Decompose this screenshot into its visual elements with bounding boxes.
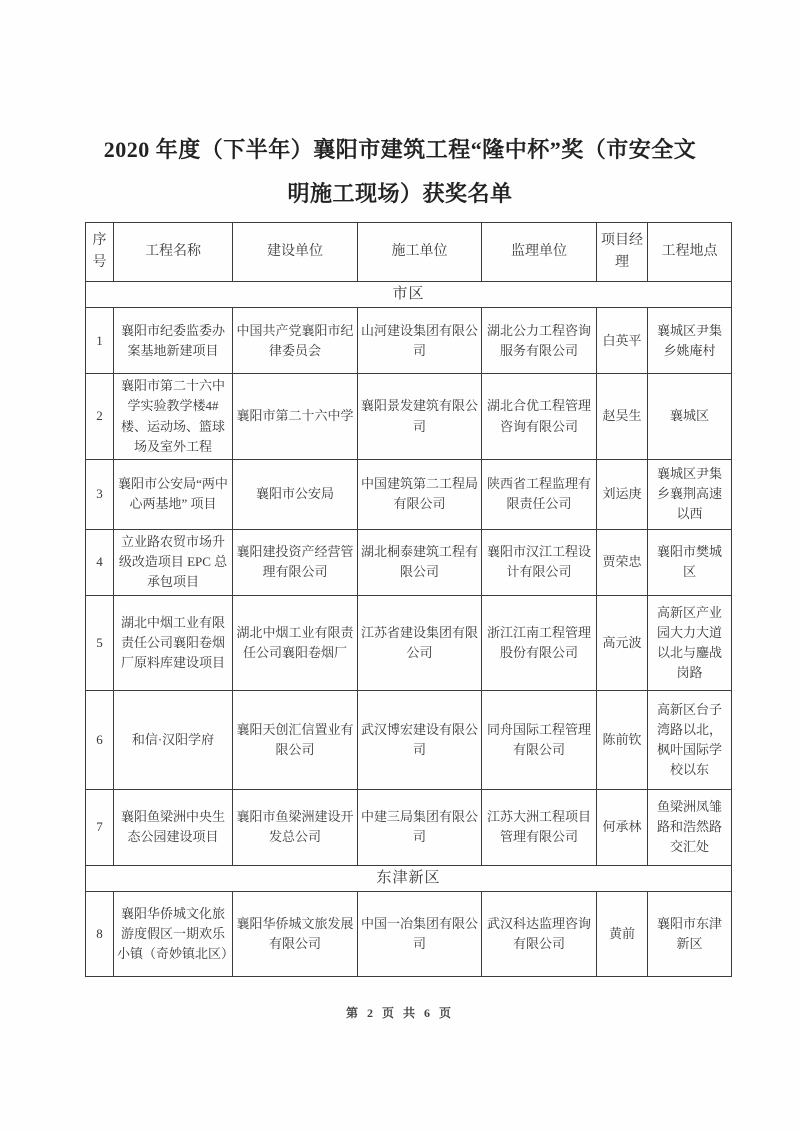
table-row	[86, 789, 732, 865]
table-row	[86, 690, 732, 789]
table-cell: 1	[86, 308, 114, 374]
table-cell: 襄阳景发建筑有限公司	[358, 374, 482, 460]
table-cell: 刘运庚	[597, 459, 648, 529]
table-cell: 中国共产党襄阳市纪律委员会	[233, 308, 358, 374]
table-header	[86, 223, 732, 282]
header-监理单位: 监理单位	[482, 223, 597, 282]
header-项目经理: 项目经理	[597, 223, 648, 282]
page-number: 第 2 页 共 6 页	[345, 1006, 454, 1020]
table-cell: 襄阳市纪委监委办案基地新建项目	[114, 308, 233, 374]
table-cell: 襄阳市第二十六中学实验教学楼4#楼、运动场、篮球场及室外工程	[114, 374, 233, 460]
table-cell: 襄阳华侨城文化旅游度假区一期欢乐小镇（奇妙镇北区）	[114, 892, 233, 977]
table-cell: 湖北桐泰建筑工程有限公司	[358, 529, 482, 595]
table-cell: 襄阳市东津新区	[648, 892, 732, 977]
page-title-line2: 明施工现场）获奖名单	[287, 181, 513, 206]
table-cell: 武汉科达监理咨询有限公司	[482, 892, 597, 977]
table-cell: 立业路农贸市场升级改造项目 EPC 总承包项目	[114, 529, 233, 595]
table-cell: 武汉博宏建设有限公司	[358, 690, 482, 789]
header-工程名称: 工程名称	[114, 223, 233, 282]
page-title	[60, 128, 740, 216]
section-label: 市区	[86, 282, 732, 308]
table-cell: 浙江江南工程管理股份有限公司	[482, 595, 597, 690]
section-label: 东津新区	[86, 865, 732, 891]
table-cell: 江苏省建设集团有限公司	[358, 595, 482, 690]
table-cell: 7	[86, 789, 114, 865]
table-cell: 襄阳天创汇信置业有限公司	[233, 690, 358, 789]
table-cell: 2	[86, 374, 114, 460]
table-cell: 5	[86, 595, 114, 690]
table-row	[86, 529, 732, 595]
header-工程地点: 工程地点	[648, 223, 732, 282]
table-body	[86, 282, 732, 977]
table-cell: 鱼梁洲凤雏路和浩然路交汇处	[648, 789, 732, 865]
table-cell: 襄阳市公安局	[233, 459, 358, 529]
page-title-line1: 2020 年度（下半年）襄阳市建筑工程“隆中杯”奖（市安全文	[103, 137, 697, 162]
table-cell: 高新区产业园大力大道以北与鏖战岗路	[648, 595, 732, 690]
table-cell: 陕西省工程监理有限责任公司	[482, 459, 597, 529]
table-cell: 湖北中烟工业有限责任公司襄阳卷烟厂原料库建设项目	[114, 595, 233, 690]
table-cell: 4	[86, 529, 114, 595]
table-cell: 赵吴生	[597, 374, 648, 460]
table-cell: 襄阳市樊城区	[648, 529, 732, 595]
section-row	[86, 865, 732, 891]
table-cell: 3	[86, 459, 114, 529]
table-cell: 湖北合优工程管理咨询有限公司	[482, 374, 597, 460]
table-cell: 6	[86, 690, 114, 789]
table-cell: 8	[86, 892, 114, 977]
table-row	[86, 374, 732, 460]
table-cell: 江苏大洲工程项目管理有限公司	[482, 789, 597, 865]
table-cell: 襄阳市第二十六中学	[233, 374, 358, 460]
table-cell: 高元波	[597, 595, 648, 690]
table-cell: 何承林	[597, 789, 648, 865]
header-施工单位: 施工单位	[358, 223, 482, 282]
table-cell: 襄城区尹集乡襄荆高速以西	[648, 459, 732, 529]
table-cell: 和信·汉阳学府	[114, 690, 233, 789]
table-cell: 襄阳华侨城文旅发展有限公司	[233, 892, 358, 977]
table-cell: 襄城区尹集乡姚庵村	[648, 308, 732, 374]
table-cell: 贾荣忠	[597, 529, 648, 595]
table-cell: 襄城区	[648, 374, 732, 460]
table-cell: 湖北中烟工业有限责任公司襄阳卷烟厂	[233, 595, 358, 690]
table-cell: 襄阳市汉江工程设计有限公司	[482, 529, 597, 595]
section-row	[86, 282, 732, 308]
table-cell: 同舟国际工程管理有限公司	[482, 690, 597, 789]
award-table	[85, 222, 732, 977]
table-cell: 襄阳市公安局“两中心两基地” 项目	[114, 459, 233, 529]
table-cell: 中国建筑第二工程局有限公司	[358, 459, 482, 529]
header-row	[86, 223, 732, 282]
table-cell: 襄阳鱼梁洲中央生态公园建设项目	[114, 789, 233, 865]
table-row	[86, 892, 732, 977]
table-cell: 襄阳市鱼梁洲建设开发总公司	[233, 789, 358, 865]
table-row	[86, 595, 732, 690]
table-cell: 中国一冶集团有限公司	[358, 892, 482, 977]
table-cell: 中建三局集团有限公司	[358, 789, 482, 865]
table-cell: 山河建设集团有限公司	[358, 308, 482, 374]
header-建设单位: 建设单位	[233, 223, 358, 282]
header-序号: 序号	[86, 223, 114, 282]
table-cell: 黄前	[597, 892, 648, 977]
table-row	[86, 459, 732, 529]
table-cell: 陈前钦	[597, 690, 648, 789]
table-cell: 白英平	[597, 308, 648, 374]
table-cell: 湖北公力工程咨询服务有限公司	[482, 308, 597, 374]
table-cell: 襄阳建投资产经营管理有限公司	[233, 529, 358, 595]
table-row	[86, 308, 732, 374]
table-cell: 高新区台子湾路以北，枫叶国际学校以东	[648, 690, 732, 789]
